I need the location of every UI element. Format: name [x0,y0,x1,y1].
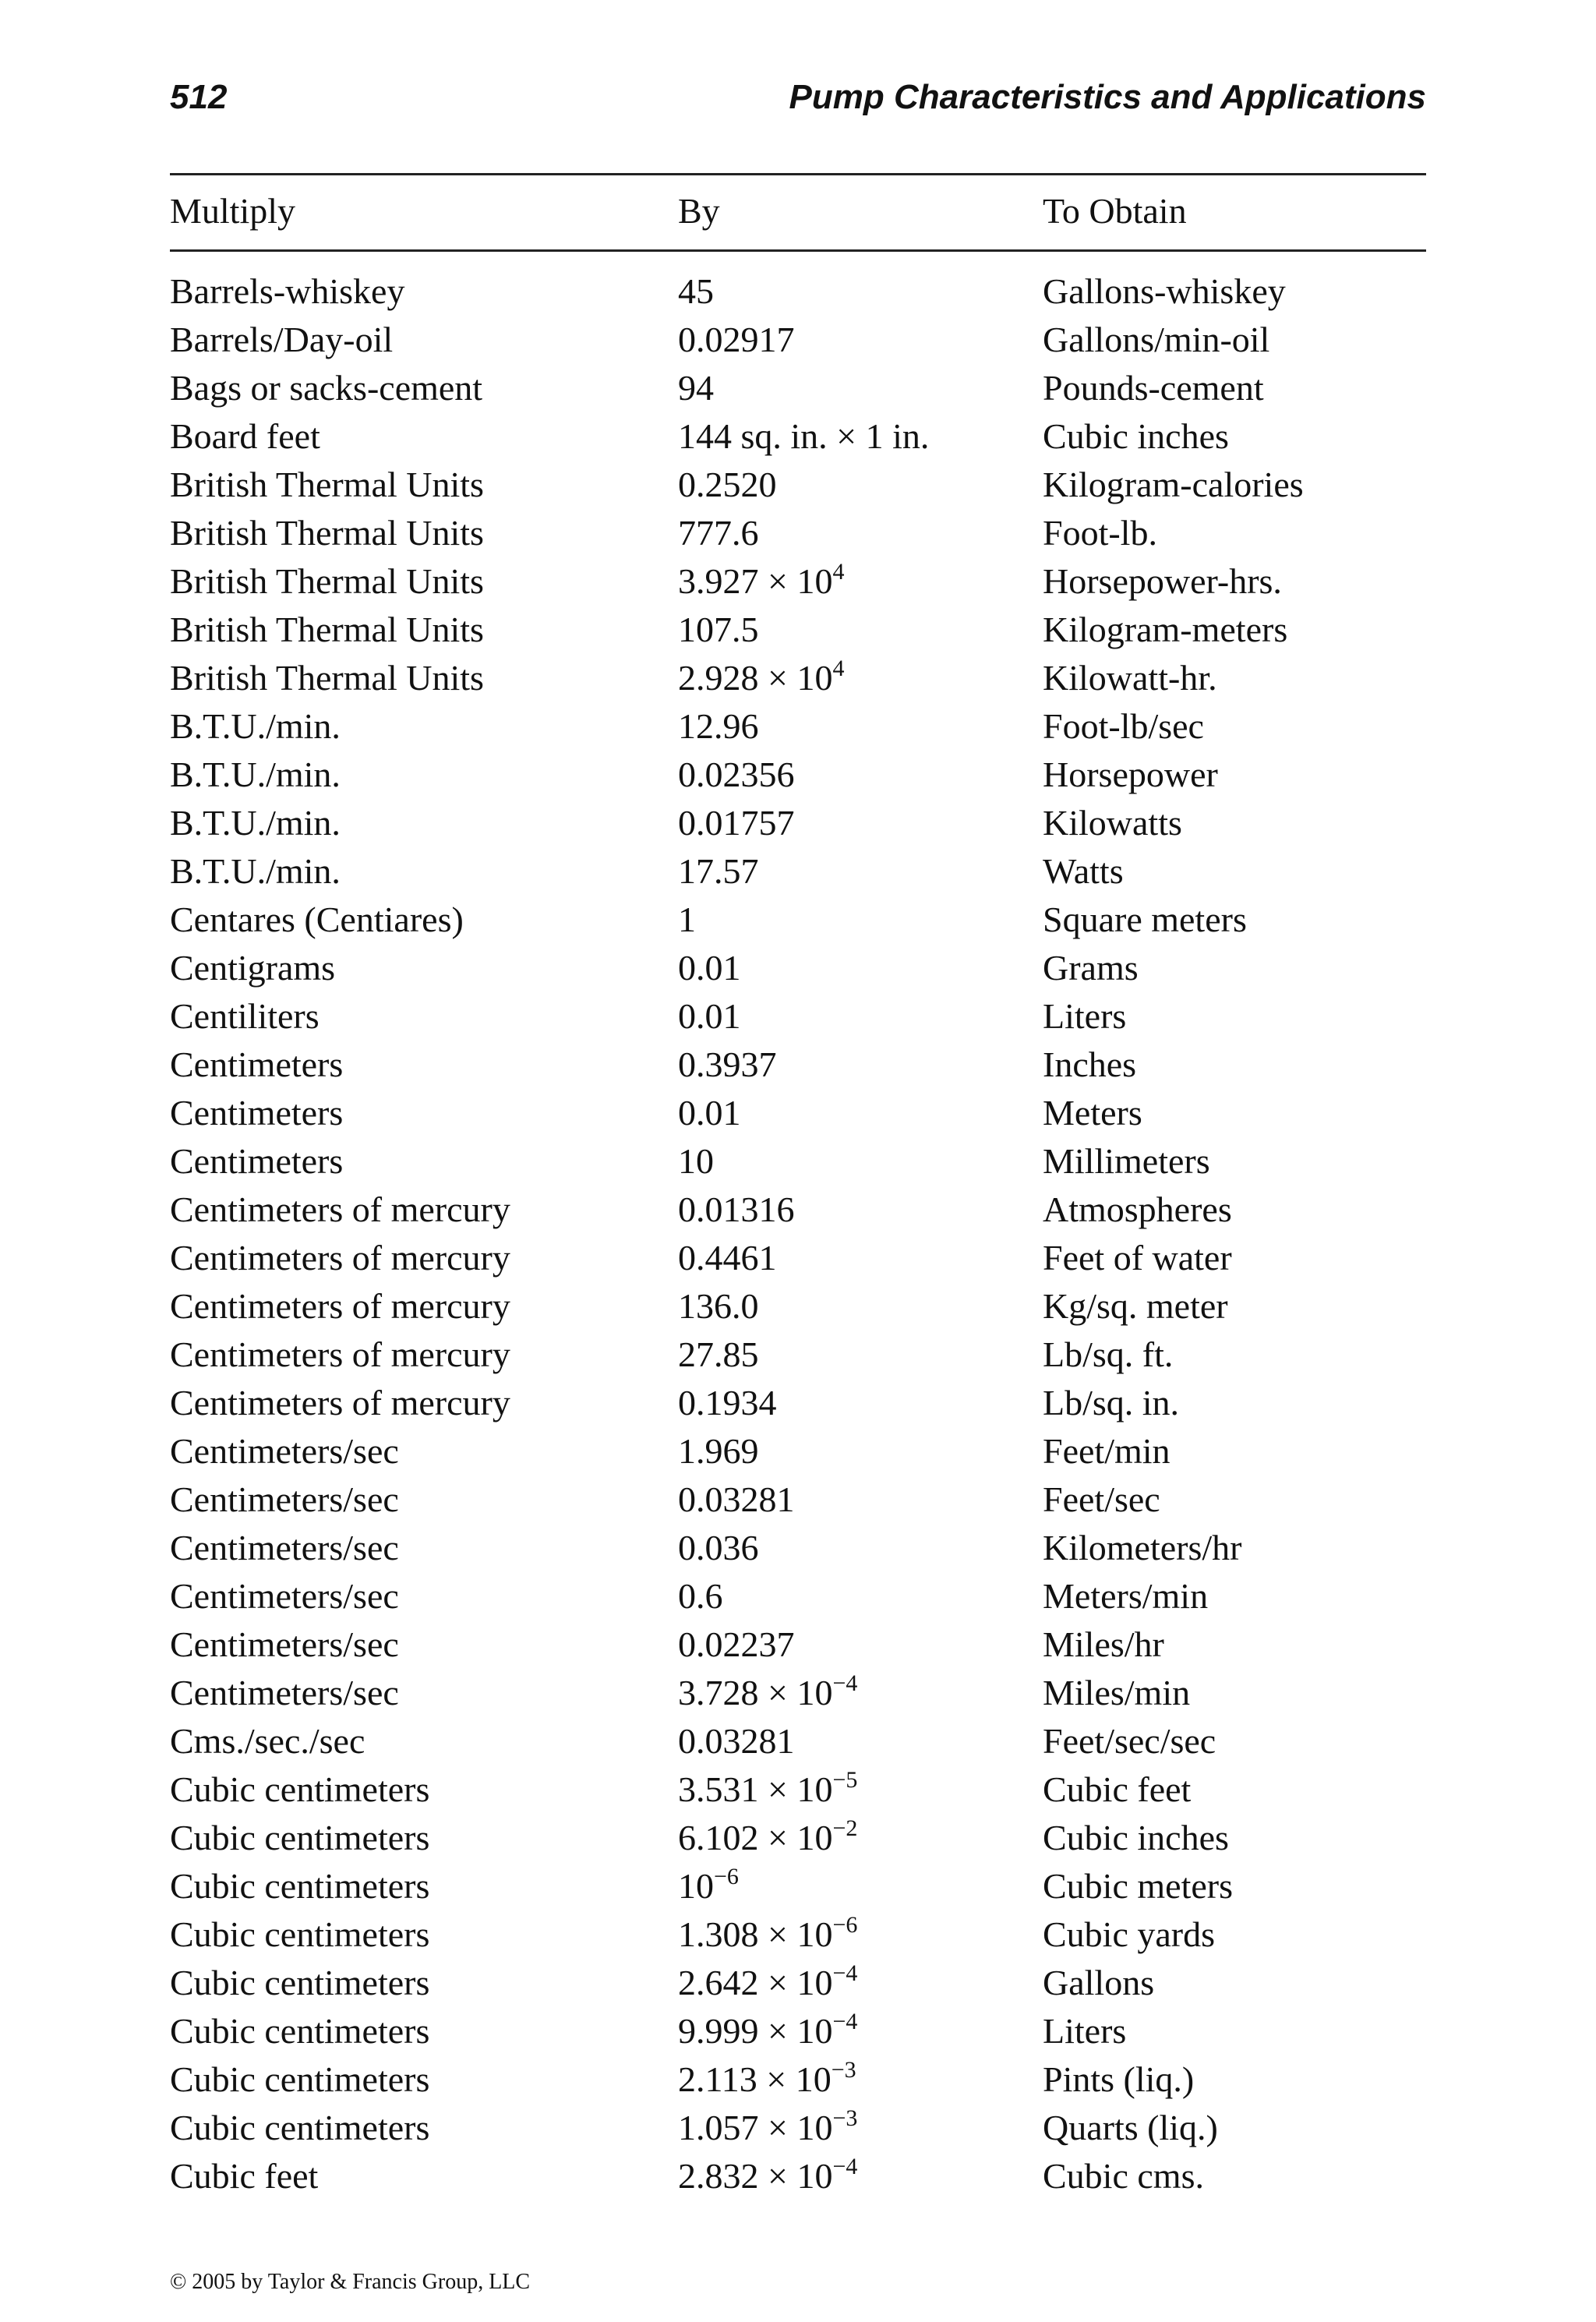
copyright-footer: © 2005 by Taylor & Francis Group, LLC [170,2270,531,2294]
multiply-cell: Cubic centimeters [170,1866,430,1906]
multiply-cell: Cubic centimeters [170,1818,430,1857]
by-factor-cell [678,1137,714,1186]
running-head [170,78,1426,125]
factor-base: 1.969 [678,1431,759,1471]
factor-base: 0.01 [678,1093,741,1133]
multiply-cell: B.T.U./min. [170,803,341,843]
multiply-cell: British Thermal Units [170,561,484,601]
table-row [170,1427,1426,1476]
factor-exponent: −4 [832,1960,858,1986]
table-header-row [170,190,1426,237]
factor-base: 10 [678,1141,714,1181]
table-row [170,1234,1426,1282]
multiply-cell: British Thermal Units [170,658,484,698]
by-factor-cell [678,461,777,509]
multiply-cell: Centimeters/sec [170,1528,399,1567]
to-obtain-cell: Millimeters [1043,1141,1210,1181]
table-row [170,412,1426,461]
to-obtain-cell: Lb/sq. ft. [1043,1334,1174,1374]
by-factor-cell [678,1765,857,1814]
by-factor-cell [678,1862,739,1910]
to-obtain-cell: Horsepower-hrs. [1043,561,1282,601]
factor-exponent: −5 [832,1767,858,1793]
to-obtain-cell: Kg/sq. meter [1043,1286,1228,1326]
by-factor-cell [678,1814,857,1862]
by-factor-cell [678,654,844,702]
table-row [170,2007,1426,2055]
by-factor-cell [678,1427,759,1476]
table-row [170,1572,1426,1620]
multiply-cell: Board feet [170,416,320,456]
by-factor-cell [678,1186,795,1234]
to-obtain-cell: Cubic cms. [1043,2156,1204,2196]
table-row [170,1476,1426,1524]
multiply-cell: Cubic centimeters [170,1914,430,1954]
table-row [170,751,1426,799]
multiply-cell: Centimeters [170,1093,344,1133]
multiply-cell: Centimeters/sec [170,1431,399,1471]
table-row [170,1814,1426,1862]
multiply-cell: Centimeters [170,1141,344,1181]
factor-base: 2.642 × 10 [678,1963,833,2002]
multiply-cell: B.T.U./min. [170,755,341,794]
factor-exponent: −2 [832,1815,858,1841]
multiply-cell: Centimeters of mercury [170,1383,510,1423]
to-obtain-cell: Kilogram-calories [1043,465,1304,504]
to-obtain-cell: Lb/sq. in. [1043,1383,1180,1423]
table-row [170,509,1426,557]
table-row [170,461,1426,509]
to-obtain-cell: Kilogram-meters [1043,610,1288,649]
factor-exponent: 4 [832,656,845,681]
table-row [170,2104,1426,2152]
table-row [170,1862,1426,1910]
to-obtain-cell: Miles/min [1043,1673,1191,1712]
to-obtain-cell: Miles/hr [1043,1624,1164,1664]
table-top-rule [170,173,1426,175]
by-factor-cell [678,847,759,896]
factor-base: 12.96 [678,706,759,746]
factor-exponent: −6 [832,1912,858,1938]
factor-base: 1 [678,899,696,939]
multiply-cell: Cubic centimeters [170,2108,430,2147]
by-factor-cell [678,1524,759,1572]
table-row [170,1669,1426,1717]
column-header-to-obtain: To Obtain [1043,191,1187,231]
by-factor-cell [678,751,795,799]
to-obtain-cell: Cubic inches [1043,1818,1229,1857]
table-row [170,557,1426,606]
factor-base: 2.113 × 10 [678,2059,832,2099]
table-row [170,654,1426,702]
multiply-cell: Cubic centimeters [170,2059,430,2099]
to-obtain-cell: Cubic meters [1043,1866,1233,1906]
factor-base: 777.6 [678,513,759,553]
factor-base: 0.01 [678,996,741,1036]
factor-base: 136.0 [678,1286,759,1326]
factor-exponent: −4 [832,1670,858,1696]
to-obtain-cell: Meters [1043,1093,1142,1133]
to-obtain-cell: Cubic feet [1043,1769,1192,1809]
by-factor-cell [678,606,759,654]
factor-base: 0.01757 [678,803,795,843]
factor-exponent: −4 [832,2154,858,2179]
by-factor-cell [678,992,741,1041]
to-obtain-cell: Cubic yards [1043,1914,1216,1954]
multiply-cell: Centimeters/sec [170,1576,399,1616]
to-obtain-cell: Pounds-cement [1043,368,1264,408]
by-factor-cell [678,1041,777,1089]
table-row [170,799,1426,847]
to-obtain-cell: Foot-lb/sec [1043,706,1204,746]
to-obtain-cell: Feet/sec/sec [1043,1721,1216,1761]
multiply-cell: Cubic feet [170,2156,319,2196]
table-row [170,267,1426,316]
to-obtain-cell: Inches [1043,1044,1137,1084]
multiply-cell: Cubic centimeters [170,1963,430,2002]
table-row [170,1717,1426,1765]
multiply-cell: Cms./sec./sec [170,1721,365,1761]
by-factor-cell [678,412,929,461]
factor-base: 0.1934 [678,1383,777,1423]
to-obtain-cell: Feet/sec [1043,1479,1160,1519]
factor-base: 45 [678,271,714,311]
factor-base: 0.03281 [678,1721,795,1761]
by-factor-cell [678,2055,856,2104]
table-row [170,702,1426,751]
factor-base: 0.4461 [678,1238,777,1278]
multiply-cell: Barrels/Day-oil [170,320,394,359]
multiply-cell: Centimeters/sec [170,1673,399,1712]
table-row [170,1379,1426,1427]
multiply-cell: Centimeters/sec [170,1479,399,1519]
factor-base: 9.999 × 10 [678,2011,833,2051]
factor-base: 0.036 [678,1528,759,1567]
factor-base: 3.927 × 10 [678,561,833,601]
factor-base: 17.57 [678,851,759,891]
to-obtain-cell: Liters [1043,2011,1127,2051]
conversion-table-body [170,267,1426,2200]
factor-base: 0.01316 [678,1189,795,1229]
by-factor-cell [678,1089,741,1137]
to-obtain-cell: Gallons [1043,1963,1155,2002]
to-obtain-cell: Meters/min [1043,1576,1209,1616]
factor-base: 3.728 × 10 [678,1673,833,1712]
to-obtain-cell: Feet/min [1043,1431,1171,1471]
multiply-cell: Centares (Centiares) [170,899,464,939]
factor-exponent: −4 [832,2009,858,2034]
factor-base: 107.5 [678,610,759,649]
to-obtain-cell: Feet of water [1043,1238,1232,1278]
factor-base: 3.531 × 10 [678,1769,833,1809]
by-factor-cell [678,316,795,364]
to-obtain-cell: Pints (liq.) [1043,2059,1195,2099]
factor-base: 6.102 × 10 [678,1818,833,1857]
to-obtain-cell: Kilowatts [1043,803,1182,843]
multiply-cell: Cubic centimeters [170,2011,430,2051]
table-row [170,364,1426,412]
factor-base: 0.03281 [678,1479,795,1519]
by-factor-cell [678,364,714,412]
factor-exponent: 4 [832,559,845,585]
multiply-cell: Cubic centimeters [170,1769,430,1809]
factor-base: 0.01 [678,948,741,988]
column-header-by: By [678,191,720,231]
by-factor-cell [678,799,795,847]
by-factor-cell [678,2152,857,2200]
factor-base: 0.02917 [678,320,795,359]
factor-base: 0.6 [678,1576,723,1616]
multiply-cell: Centimeters of mercury [170,1238,510,1278]
table-row [170,1910,1426,1959]
table-row [170,1089,1426,1137]
by-factor-cell [678,1572,723,1620]
by-factor-cell [678,1331,759,1379]
table-row [170,1524,1426,1572]
to-obtain-cell: Gallons-whiskey [1043,271,1286,311]
by-factor-cell [678,1620,795,1669]
table-row [170,2152,1426,2200]
by-factor-cell [678,509,759,557]
table-row [170,944,1426,992]
by-factor-cell [678,1959,857,2007]
multiply-cell: Centimeters [170,1044,344,1084]
to-obtain-cell: Watts [1043,851,1124,891]
factor-base: 1.057 × 10 [678,2108,833,2147]
multiply-cell: Centigrams [170,948,336,988]
by-factor-cell [678,1379,777,1427]
multiply-cell: Centimeters of mercury [170,1189,510,1229]
to-obtain-cell: Liters [1043,996,1127,1036]
by-factor-cell [678,1910,857,1959]
table-row [170,1041,1426,1089]
by-factor-cell [678,896,696,944]
factor-exponent: −6 [714,1864,739,1889]
multiply-cell: British Thermal Units [170,610,484,649]
by-factor-cell [678,2104,857,2152]
by-factor-cell [678,2007,857,2055]
multiply-cell: Bags or sacks-cement [170,368,483,408]
factor-base: 0.02356 [678,755,795,794]
factor-base: 0.3937 [678,1044,777,1084]
table-header-rule [170,249,1426,252]
by-factor-cell [678,1669,857,1717]
page-number: 512 [170,78,228,116]
table-row [170,1186,1426,1234]
by-factor-cell [678,1476,795,1524]
factor-exponent: −3 [831,2057,856,2083]
table-row [170,1331,1426,1379]
factor-base: 10 [678,1866,714,1906]
by-factor-cell [678,267,714,316]
to-obtain-cell: Grams [1043,948,1139,988]
by-factor-cell [678,1234,777,1282]
to-obtain-cell: Quarts (liq.) [1043,2108,1218,2147]
table-row [170,316,1426,364]
by-factor-cell [678,702,759,751]
factor-base: 2.832 × 10 [678,2156,833,2196]
by-factor-cell [678,944,741,992]
multiply-cell: Centimeters of mercury [170,1334,510,1374]
table-row [170,606,1426,654]
to-obtain-cell: Kilometers/hr [1043,1528,1242,1567]
by-factor-cell [678,1282,759,1331]
multiply-cell: Centimeters/sec [170,1624,399,1664]
multiply-cell: B.T.U./min. [170,706,341,746]
table-row [170,1137,1426,1186]
table-row [170,992,1426,1041]
factor-base: 1.308 × 10 [678,1914,833,1954]
multiply-cell: Centiliters [170,996,320,1036]
factor-base: 2.928 × 10 [678,658,833,698]
factor-base: 0.2520 [678,465,777,504]
to-obtain-cell: Square meters [1043,899,1247,939]
to-obtain-cell: Horsepower [1043,755,1218,794]
table-row [170,1765,1426,1814]
multiply-cell: British Thermal Units [170,513,484,553]
table-row [170,2055,1426,2104]
factor-base: 94 [678,368,714,408]
multiply-cell: Centimeters of mercury [170,1286,510,1326]
to-obtain-cell: Foot-lb. [1043,513,1157,553]
to-obtain-cell: Kilowatt-hr. [1043,658,1217,698]
factor-base: 27.85 [678,1334,759,1374]
factor-exponent: −3 [832,2105,858,2131]
column-header-multiply: Multiply [170,191,296,231]
table-row [170,1620,1426,1669]
running-title: Pump Characteristics and Applications [789,78,1426,116]
multiply-cell: British Thermal Units [170,465,484,504]
table-row [170,847,1426,896]
multiply-cell: B.T.U./min. [170,851,341,891]
table-row [170,1282,1426,1331]
factor-base: 0.02237 [678,1624,795,1664]
to-obtain-cell: Gallons/min-oil [1043,320,1270,359]
factor-base: 144 sq. in. × 1 in. [678,416,930,456]
to-obtain-cell: Atmospheres [1043,1189,1232,1229]
multiply-cell: Barrels-whiskey [170,271,405,311]
by-factor-cell [678,557,844,606]
to-obtain-cell: Cubic inches [1043,416,1229,456]
table-row [170,1959,1426,2007]
table-row [170,896,1426,944]
by-factor-cell [678,1717,795,1765]
